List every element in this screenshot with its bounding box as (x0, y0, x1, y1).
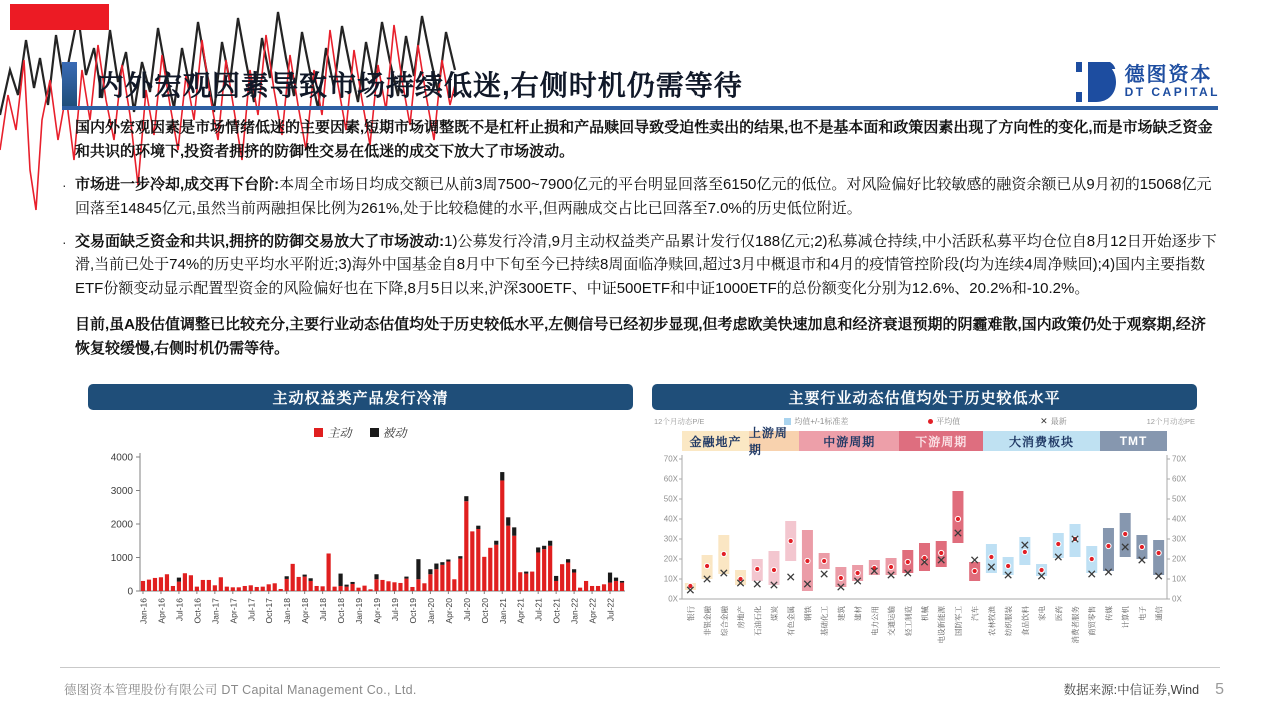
bullet-text (75, 230, 1220, 301)
svg-text:1000: 1000 (110, 553, 133, 564)
logo-english-name: DT CAPITAL (1124, 85, 1220, 100)
svg-text:Jul-21: Jul-21 (533, 598, 544, 622)
legend-item-mean: 平均值 (928, 416, 960, 427)
issuance-chart-panel (88, 384, 633, 658)
issuance-bar-chart (88, 441, 633, 653)
active-swatch-icon (314, 428, 323, 437)
sector-band-0: 金融地产 (682, 431, 749, 451)
svg-text:Apr-22: Apr-22 (587, 598, 598, 624)
svg-text:20X: 20X (1172, 554, 1187, 564)
sector-band-4: 大消费板块 (983, 431, 1100, 451)
svg-text:30X: 30X (663, 534, 678, 544)
bullet-lead: 交易面缺乏资金和共识,拥挤的防御交易放大了市场波动: (75, 232, 445, 250)
svg-text:Apr-21: Apr-21 (515, 598, 526, 624)
unit-label-left: 12个月动态P/E (654, 417, 705, 426)
logo-chinese-name: 德图资本 (1124, 64, 1213, 87)
valuation-chart-legend (652, 416, 1197, 427)
passive-swatch-icon (370, 428, 379, 437)
svg-text:建材: 建材 (853, 606, 863, 621)
bullet-lead: 市场进一步冷却,成交再下台阶: (75, 176, 280, 194)
bullet-item-2 (62, 230, 1220, 301)
svg-text:计算机: 计算机 (1121, 606, 1131, 629)
title-accent-bar (62, 62, 77, 107)
dt-capital-logo (1072, 62, 1220, 102)
svg-text:有色金属: 有色金属 (786, 606, 796, 636)
sector-band-2: 中游周期 (799, 431, 899, 451)
legend-item-std: 均值+/-1标准差 (784, 416, 848, 427)
svg-text:Jan-17: Jan-17 (210, 598, 221, 624)
svg-text:60X: 60X (1172, 474, 1187, 484)
svg-text:电力公用: 电力公用 (870, 606, 880, 636)
svg-text:石油石化: 石油石化 (753, 606, 763, 636)
footer-company: 德图资本管理股份有限公司 DT Capital Management Co., Ltd. (64, 683, 417, 697)
svg-text:建筑: 建筑 (836, 606, 846, 621)
svg-text:纺织服装: 纺织服装 (1004, 606, 1014, 636)
mean-dot-icon (928, 419, 933, 424)
svg-text:钢铁: 钢铁 (803, 606, 813, 621)
bullet-marker: · (62, 177, 67, 194)
footer-data-source: 数据来源:中信证券,Wind (1063, 683, 1200, 697)
svg-text:医药: 医药 (1054, 606, 1064, 621)
svg-text:食品饮料: 食品饮料 (1020, 606, 1030, 636)
svg-text:20X: 20X (663, 554, 678, 564)
legend-item-active: 主动 (314, 424, 351, 441)
unit-label-right: 12个月动态PE (1146, 417, 1195, 426)
svg-text:Apr-17: Apr-17 (228, 598, 239, 624)
sector-band-3: 下游周期 (899, 431, 983, 451)
dt-monogram-icon (1072, 62, 1116, 102)
svg-text:3000: 3000 (110, 486, 133, 497)
svg-text:50X: 50X (663, 494, 678, 504)
sector-band-5: TMT (1100, 431, 1167, 451)
svg-text:综合金融: 综合金融 (719, 606, 729, 636)
legend-item-latest: ✕ 最新 (1040, 416, 1067, 426)
svg-text:电设新能源: 电设新能源 (937, 606, 947, 644)
legend-item-passive: 被动 (370, 424, 407, 441)
svg-text:Oct-17: Oct-17 (264, 598, 275, 624)
svg-text:Jan-16: Jan-16 (138, 598, 149, 624)
svg-text:2000: 2000 (110, 519, 133, 531)
svg-text:Jul-17: Jul-17 (246, 598, 257, 622)
svg-text:Oct-16: Oct-16 (192, 598, 203, 624)
svg-text:机械: 机械 (920, 606, 930, 621)
svg-text:轻工制造: 轻工制造 (903, 606, 913, 636)
svg-text:Oct-20: Oct-20 (479, 598, 490, 624)
svg-text:汽车: 汽车 (970, 606, 980, 621)
svg-text:10X: 10X (663, 574, 678, 584)
svg-text:4000: 4000 (110, 452, 133, 464)
svg-text:60X: 60X (663, 474, 678, 484)
svg-text:电子: 电子 (1137, 606, 1147, 621)
svg-text:Jan-22: Jan-22 (569, 598, 580, 624)
svg-text:非银金融: 非银金融 (703, 606, 713, 636)
svg-text:Oct-19: Oct-19 (407, 598, 418, 624)
sector-group-bands (682, 426, 1167, 457)
svg-text:Jul-20: Jul-20 (461, 598, 472, 622)
svg-text:70X: 70X (1172, 454, 1187, 464)
svg-text:30X: 30X (1172, 534, 1187, 544)
bullet-text (75, 173, 1220, 220)
svg-text:Apr-18: Apr-18 (300, 598, 311, 624)
svg-text:传媒: 传媒 (1104, 606, 1114, 621)
latest-x-icon: ✕ (1040, 416, 1048, 426)
svg-text:40X: 40X (663, 514, 678, 524)
page-number: 5 (1215, 681, 1224, 698)
bullet-marker: · (62, 233, 67, 250)
footer (64, 680, 1224, 699)
issuance-chart-header: 主动权益类产品发行冷清 (88, 384, 633, 410)
svg-text:房地产: 房地产 (736, 606, 746, 629)
svg-text:基础化工: 基础化工 (820, 606, 830, 636)
svg-text:50X: 50X (1172, 494, 1187, 504)
svg-text:10X: 10X (1172, 574, 1187, 584)
svg-text:Jul-22: Jul-22 (605, 598, 616, 622)
svg-text:0: 0 (127, 586, 133, 598)
svg-text:40X: 40X (1172, 514, 1187, 524)
bullet-body: 1)公募发行冷清,9月主动权益类产品累计发行仅188亿元;2)私募减仓持续,中小活跃私募平均仓位自8月12日开始逐步下滑,当前已处于74%的历史平均水平附近;3)海外中国基金自8月中下旬至今已持续8周面临净赎回,超过3月中概退市和4月的疫情管控阶段(均为连续4周净赎回);4)国内主要指数ETF份额变动显示配置型资金的风险偏好也在下降,8月5日以来,沪深300ETF、中证500ETF和中证1000ETF的总份额变化分别为12.6%、20.2%和-10.2%。 (75, 232, 1217, 298)
svg-text:商贸零售: 商贸零售 (1087, 606, 1097, 636)
valuation-range-chart (652, 451, 1197, 665)
svg-text:Apr-20: Apr-20 (443, 598, 454, 624)
svg-text:Jul-18: Jul-18 (318, 598, 329, 622)
svg-text:Oct-18: Oct-18 (336, 598, 347, 624)
svg-text:Jan-21: Jan-21 (497, 598, 508, 624)
svg-text:家电: 家电 (1037, 606, 1047, 621)
svg-text:Jan-18: Jan-18 (282, 598, 293, 624)
svg-text:农林牧渔: 农林牧渔 (987, 606, 997, 636)
svg-text:通信: 通信 (1154, 606, 1164, 621)
red-banner-decoration (10, 4, 109, 30)
svg-text:国防军工: 国防军工 (953, 606, 963, 636)
valuation-chart-panel (652, 384, 1197, 670)
footer-divider (60, 667, 1220, 668)
svg-text:Oct-21: Oct-21 (551, 598, 562, 624)
bullet-body: 本周全市场日均成交额已从前3周7500~7900亿元的平台明显回落至6150亿元的低位。对风险偏好比较敏感的融资余额已从9月初的15068亿元回落至14845亿元,虽然当前两融担保比例为261%,处于比较稳健的水平,但两融成交占比已回落至7.0%的历史低位附近。 (75, 176, 1212, 218)
valuation-chart-header: 主要行业动态估值均处于历史较低水平 (652, 384, 1197, 410)
svg-text:消费者服务: 消费者服务 (1071, 606, 1081, 644)
svg-text:Apr-16: Apr-16 (156, 598, 167, 624)
issuance-chart-legend (88, 424, 633, 441)
svg-text:Jan-20: Jan-20 (425, 598, 436, 624)
svg-text:交通运输: 交通运输 (887, 606, 897, 636)
svg-text:Jan-19: Jan-19 (354, 598, 365, 624)
svg-text:银行: 银行 (686, 606, 696, 621)
body-content (62, 114, 1220, 360)
svg-text:0X: 0X (668, 594, 678, 604)
title-underline (62, 106, 1218, 110)
intro-paragraph: 国内外宏观因素是市场情绪低迷的主要因素,短期市场调整既不是杠杆止损和产品赎回导致受迫性卖出的结果,也不是基本面和政策因素出现了方向性的变化,而是市场缺乏资金和共识的环境下,投资者拥挤的防御性交易在低迷的成交下放大了市场波动。 (75, 119, 1213, 160)
sector-band-1: 上游周期 (749, 431, 799, 451)
svg-text:Apr-19: Apr-19 (372, 598, 383, 624)
svg-text:Jul-16: Jul-16 (174, 598, 185, 622)
bullet-item-1 (62, 173, 1220, 220)
page-title: 内外宏观因素导致市场持续低迷,右侧时机仍需等待 (96, 70, 743, 101)
conclusion-paragraph: 目前,虽A股估值调整已比较充分,主要行业动态估值均处于历史较低水平,左侧信号已经初步显现,但考虑欧美快速加息和经济衰退预期的阴霾难散,国内政策仍处于观察期,经济恢复较缓慢,右侧时机仍需等待。 (75, 315, 1206, 357)
svg-text:70X: 70X (663, 454, 678, 464)
svg-text:煤炭: 煤炭 (769, 606, 779, 621)
svg-text:Jul-19: Jul-19 (389, 598, 400, 622)
svg-text:0X: 0X (1172, 594, 1182, 604)
